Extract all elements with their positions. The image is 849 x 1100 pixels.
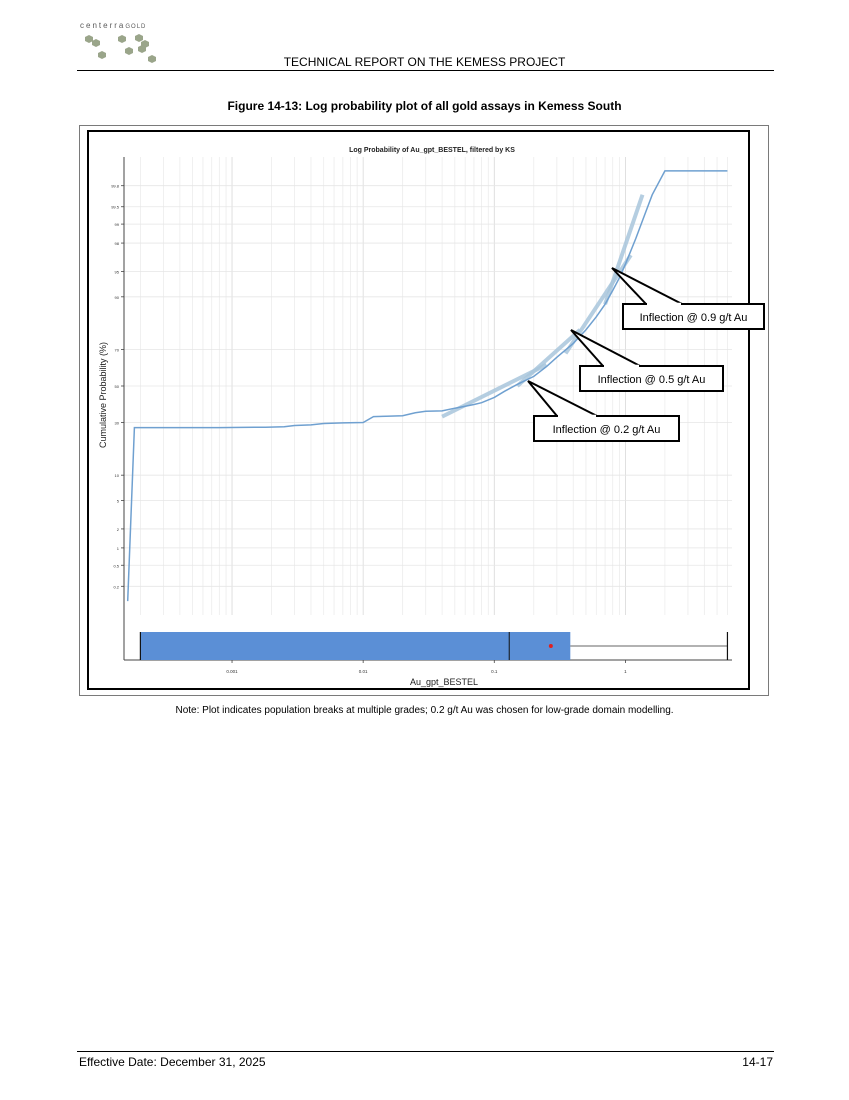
- y-tick-label: 5: [116, 498, 119, 504]
- y-tick-label: 99: [114, 222, 119, 228]
- x-tick-label: 0.1: [491, 669, 498, 674]
- logo-wordmark-suffix: GOLD: [125, 24, 147, 30]
- y-tick-label: 90: [114, 294, 119, 300]
- logo-wordmark-main: centerra: [80, 21, 126, 30]
- callout-pointer: [612, 268, 682, 304]
- boxplot: [140, 632, 727, 660]
- inflection-fit-line: [517, 330, 580, 386]
- callout-pointer: [571, 330, 640, 366]
- y-tick-label: 2: [116, 526, 119, 532]
- boxplot-box: [140, 632, 570, 660]
- y-tick-label: 0.5: [113, 563, 119, 569]
- y-tick-labels: [111, 184, 124, 590]
- boxplot-mean-marker: [549, 644, 553, 648]
- callout-label: Inflection @ 0.9 g/t Au: [639, 312, 748, 324]
- inflection-fit-line: [566, 255, 631, 353]
- figure-note: Note: Plot indicates population breaks at multiple grades; 0.2 g/t Au was chosen for low-grade domain modelling.: [175, 705, 674, 716]
- y-tick-label: 70: [114, 347, 119, 353]
- footer-page-number: 14-17: [742, 1055, 773, 1069]
- callout-label: Inflection @ 0.2 g/t Au: [552, 424, 661, 436]
- y-tick-label: 98: [114, 241, 119, 247]
- y-tick-label: 50: [114, 384, 119, 389]
- inflection-annotations: [528, 268, 764, 441]
- figure-caption: Figure 14-13: Log probability plot of all gold assays in Kemess South: [227, 99, 622, 113]
- x-tick-label: 1: [624, 669, 627, 674]
- y-tick-label: 0.2: [113, 584, 119, 590]
- x-tick-labels: [226, 660, 627, 674]
- y-axis-label: Cumulative Probability (%): [98, 341, 108, 449]
- x-axis-label: Au_gpt_BESTEL: [409, 677, 479, 687]
- x-tick-label: 0.001: [226, 669, 238, 674]
- chart-title: Log Probability of Au_gpt_BESTEL, filtered by KS: [349, 147, 515, 154]
- y-tick-label: 99.8: [111, 183, 119, 189]
- callout-label: Inflection @ 0.5 g/t Au: [597, 374, 706, 386]
- inflection-callout: [571, 330, 723, 391]
- y-tick-label: 95: [114, 269, 119, 275]
- y-tick-label: 30: [114, 420, 119, 426]
- y-tick-label: 10: [114, 473, 119, 479]
- footer-divider: [77, 1051, 774, 1052]
- x-tick-label: 0.01: [358, 669, 368, 674]
- footer-effective-date: Effective Date: December 31, 2025: [79, 1055, 266, 1069]
- y-tick-label: 99.5: [111, 204, 119, 210]
- y-tick-label: 1: [116, 545, 119, 551]
- report-title: TECHNICAL REPORT ON THE KEMESS PROJECT: [283, 55, 566, 69]
